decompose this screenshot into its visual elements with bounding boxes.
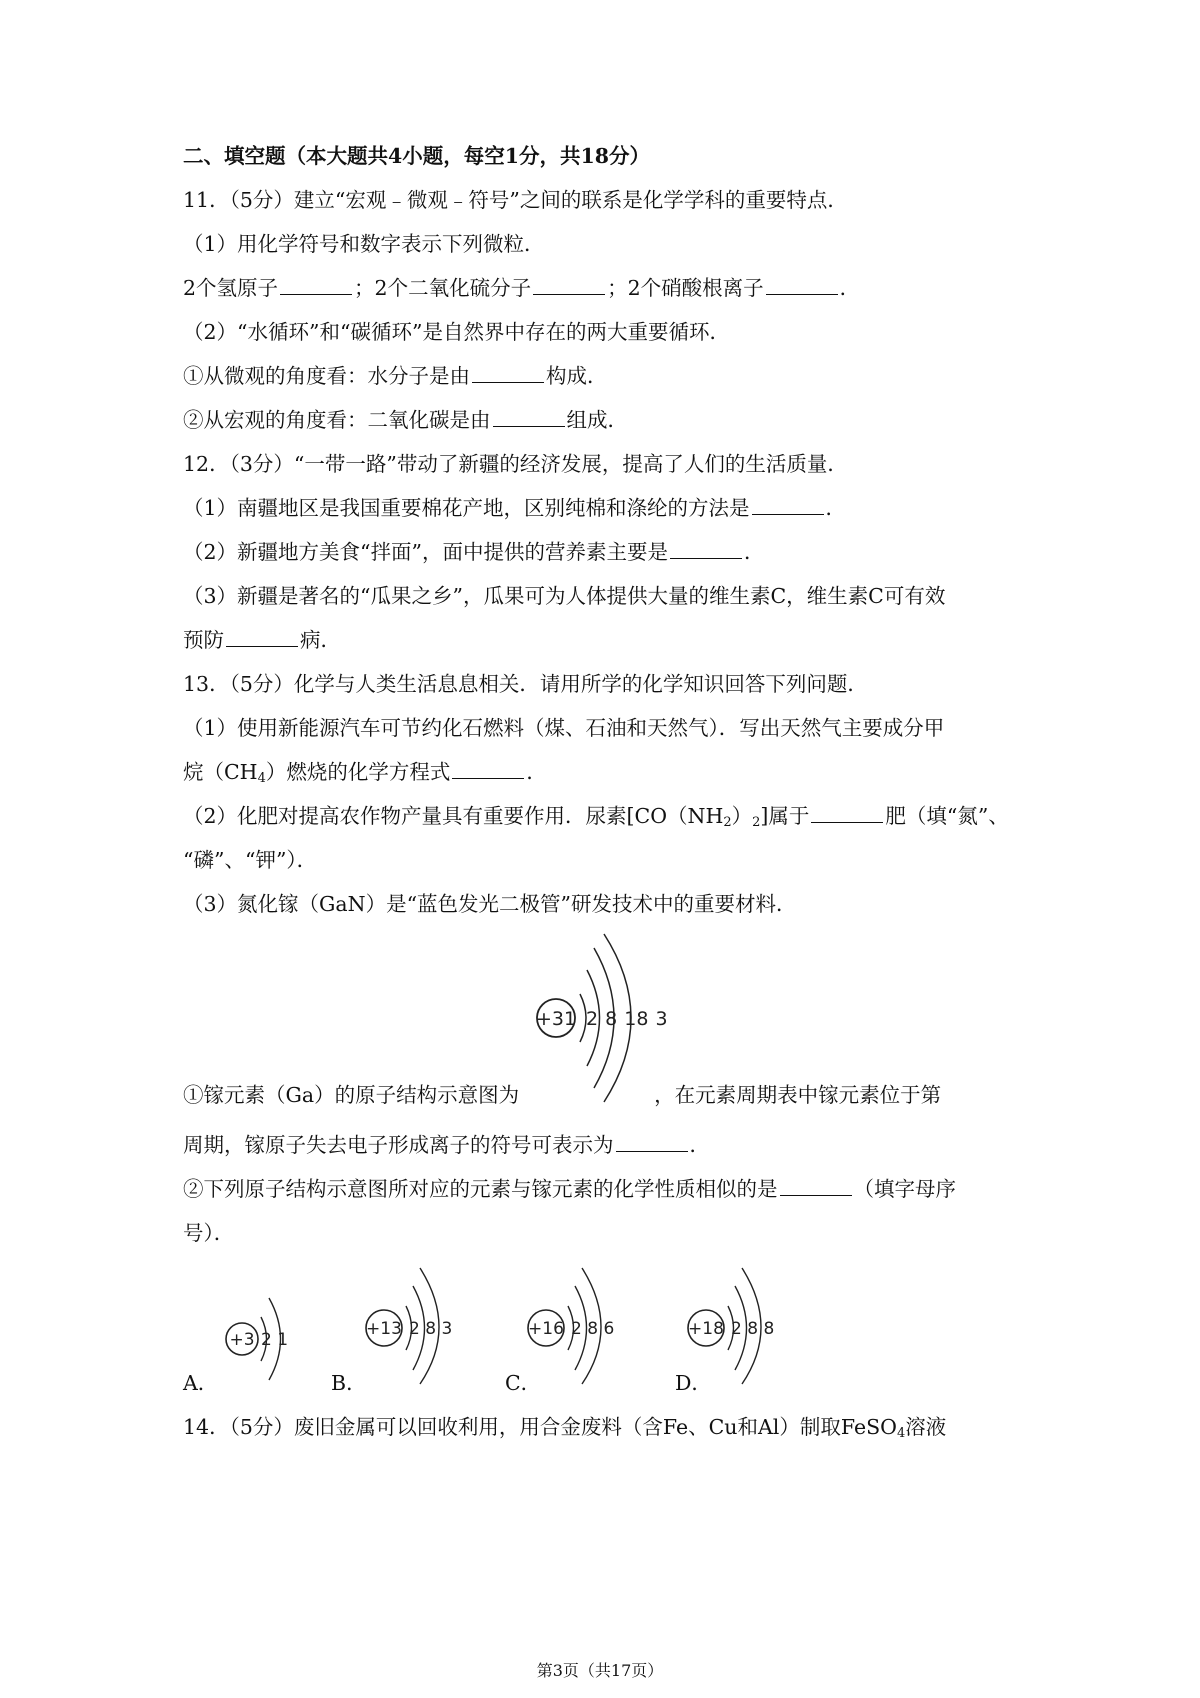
ga-shell-electrons: 2 8 18 3 (586, 1008, 668, 1030)
q11-part2-a (183, 362, 608, 390)
q13-part1-text: 烷（CH (183, 760, 258, 784)
q14-stem-text: 14．（5分）废旧金属可以回收利用，用合金废料（含Fe、Cu和Al）制取FeSO (183, 1415, 897, 1439)
answer-blank[interactable] (811, 803, 883, 823)
q13-part3-a-text: ①镓元素（Ga）的原子结构示意图为 (183, 1083, 520, 1107)
subscript: 2 (752, 815, 761, 830)
q12-part1-text: （1）南疆地区是我国重要棉花产地，区别纯棉和涤纶的方法是 (183, 496, 750, 520)
q13-part2-line1 (183, 802, 1009, 830)
q12-part3-end: 病． (300, 628, 341, 652)
option-c-label[interactable]: C． (505, 1371, 542, 1395)
q11-item-a: 2个氢原子 (183, 276, 279, 300)
option-b-diagram (362, 1262, 472, 1387)
q12-part2-text: （2）新疆地方美食“拌面”，面中提供的营养素主要是 (183, 540, 669, 564)
q13-part1-mid: ）燃烧的化学方程式 (265, 760, 451, 784)
q13-part3-b2: 号）． (183, 1221, 235, 1245)
q13-part1-line2 (183, 758, 547, 786)
q13-part3-a-end: ，在元素周期表中镓元素位于第 (654, 1083, 942, 1107)
q13-part1-end: ． (526, 760, 547, 784)
answer-blank[interactable] (226, 627, 298, 647)
section-title: 二、填空题（本大题共4小题，每空1分，共18分） (183, 144, 651, 168)
q13-part3-a2 (183, 1131, 710, 1159)
option-a-shells: 2 1 (261, 1330, 289, 1350)
q11-part2-b-text: ②从宏观的角度看：二氧化碳是由 (183, 408, 491, 432)
q11-item-end: ． (839, 276, 861, 300)
q13-part2-end: 肥（填“氮”、 (885, 804, 1009, 828)
q11-part1-items (183, 274, 860, 302)
answer-blank[interactable] (533, 275, 605, 295)
subscript: 4 (896, 1426, 906, 1441)
q13-part3-a (183, 1081, 941, 1109)
q13-part2-line2: “磷”、“钾”）． (183, 848, 318, 872)
q12-part2 (183, 538, 765, 566)
answer-blank[interactable] (752, 495, 824, 515)
answer-blank[interactable] (780, 1176, 852, 1196)
option-a-label[interactable]: A． (183, 1371, 219, 1395)
q11-part2-a-text: ①从微观的角度看：水分子是由 (183, 364, 470, 388)
q11-item-c: ；2个硝酸根离子 (607, 276, 764, 300)
option-a-diagram (222, 1284, 292, 1384)
q13-stem: 13．（5分）化学与人类生活息息相关．请用所学的化学知识回答下列问题． (183, 672, 868, 696)
q11-part2-b-end: 组成． (566, 408, 628, 432)
q12-part1-end: ． (825, 496, 847, 520)
answer-blank[interactable] (493, 407, 565, 427)
q12-part3-line2 (183, 626, 341, 654)
answer-blank[interactable] (670, 539, 742, 559)
answer-blank[interactable] (472, 363, 544, 383)
q11-stem: 11．（5分）建立“宏观﹣微观﹣符号”之间的联系是化学学科的重要特点． (183, 188, 848, 212)
subscript: 2 (723, 815, 732, 830)
q14-stem-end: 溶液 (905, 1415, 947, 1439)
option-d-nucleus: +18 (688, 1319, 724, 1339)
q13-part3-a2-text: 周期，镓原子失去电子形成离子的符号可表示为 (183, 1133, 614, 1157)
q13-part3: （3）氮化镓（GaN）是“蓝色发光二极管”研发技术中的重要材料． (183, 892, 797, 916)
q13-part2-text: （2）化肥对提高农作物产量具有重要作用．尿素[CO（NH (183, 804, 724, 828)
q11-part2-a-end: 构成． (546, 364, 608, 388)
ga-atom-diagram (530, 930, 670, 1105)
q12-part2-end: ． (744, 540, 765, 564)
option-b-label[interactable]: B． (331, 1371, 367, 1395)
q13-part2-mid2: ]属于 (760, 804, 810, 828)
q13-part3-b-text: ②下列原子结构示意图所对应的元素与镓元素的化学性质相似的是 (183, 1177, 778, 1201)
option-c-shells: 2 8 6 (571, 1319, 615, 1339)
q12-part3-text: 预防 (183, 628, 224, 652)
option-b-nucleus: +13 (366, 1319, 402, 1339)
option-d-label[interactable]: D． (675, 1371, 712, 1395)
q12-part1 (183, 494, 846, 522)
option-d-shells: 2 8 8 (731, 1319, 775, 1339)
q11-part2: （2）“水循环”和“碳循环”是自然界中存在的两大重要循环． (183, 320, 730, 344)
answer-blank[interactable] (616, 1132, 688, 1152)
q13-part1-line1: （1）使用新能源汽车可节约化石燃料（煤、石油和天然气）．写出天然气主要成分甲 (183, 716, 945, 740)
q12-part3-line1: （3）新疆是著名的“瓜果之乡”，瓜果可为人体提供大量的维生素C，维生素C可有效 (183, 584, 946, 608)
q13-part3-a2-end: ． (689, 1133, 710, 1157)
answer-blank[interactable] (766, 275, 838, 295)
q11-part1: （1）用化学符号和数字表示下列微粒． (183, 232, 545, 256)
ga-nucleus: +31 (535, 1008, 577, 1030)
option-b-shells: 2 8 3 (409, 1319, 453, 1339)
q11-part2-b (183, 406, 628, 434)
q11-item-b: ；2个二氧化硫分子 (354, 276, 532, 300)
answer-blank[interactable] (280, 275, 352, 295)
q14-stem (183, 1413, 946, 1441)
answer-blank[interactable] (452, 759, 524, 779)
q13-part3-b-end: （填字母序 (853, 1177, 956, 1201)
q13-part3-b (183, 1175, 956, 1203)
q12-stem: 12．（3分）“一带一路”带动了新疆的经济发展，提高了人们的生活质量． (183, 452, 848, 476)
q13-part2-mid: ） (731, 804, 753, 828)
option-c-nucleus: +16 (528, 1319, 564, 1339)
subscript: 4 (257, 771, 266, 786)
page-footer: 第3页（共17页） (536, 1661, 664, 1680)
option-a-nucleus: +3 (229, 1330, 255, 1350)
